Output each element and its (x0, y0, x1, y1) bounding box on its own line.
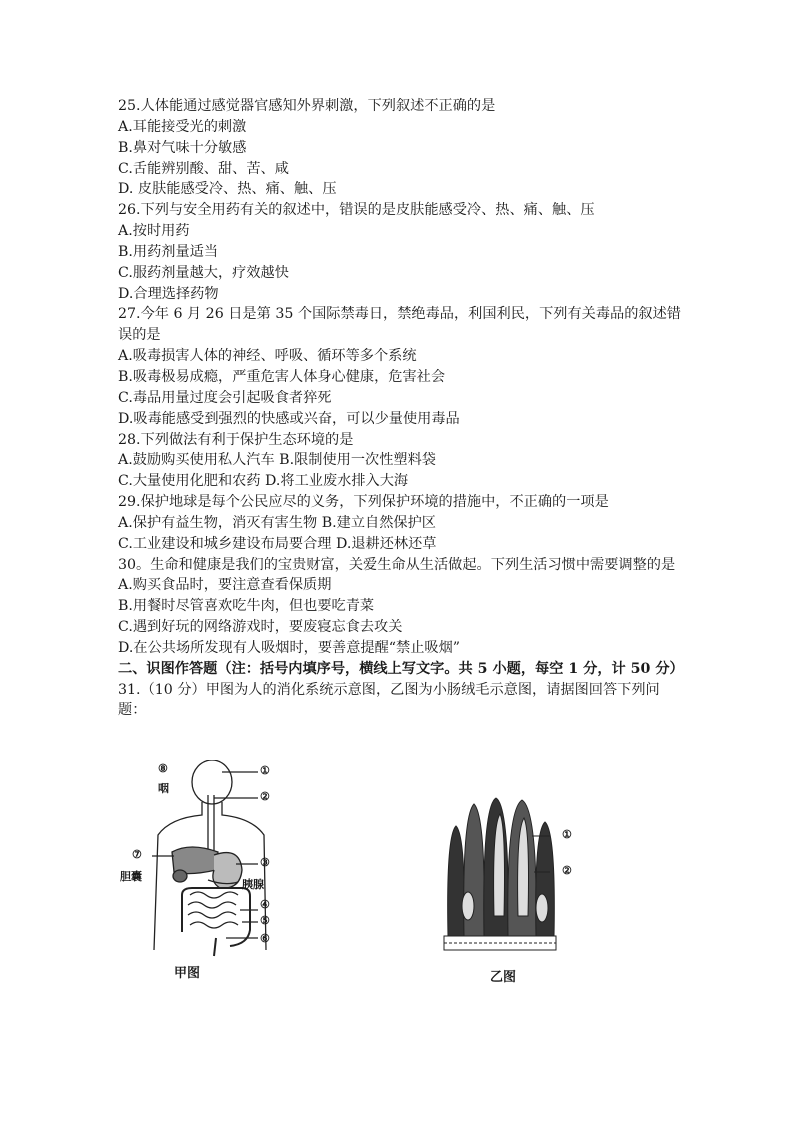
q30-option-b: B.用餐时尽管喜欢吃牛肉，但也要吃青菜 (118, 598, 375, 615)
q25-stem: 25.人体能通过感觉器官感知外界刺激，下列叙述不正确的是 (118, 98, 496, 114)
label-8: ⑧ (158, 762, 168, 775)
q30-option-c: C.遇到好玩的网络游戏时，要废寝忘食去攻关 (118, 619, 403, 636)
q28-stem: 28.下列做法有利于保护生态环境的是 (118, 431, 354, 448)
q28-option-cd: C.大量使用化肥和农药 D.将工业废水排入大海 (118, 473, 409, 490)
q26-stem: 26.下列与安全用药有关的叙述中，错误的是皮肤能感受冷、热、痛、触、压 (118, 202, 595, 219)
q26-option-a: A.按时用药 (118, 223, 190, 240)
label-6: ⑥ (260, 932, 270, 945)
q30-option-d: D.在公共场所发现有人吸烟时，要善意提醒“禁止吸烟” (118, 639, 461, 656)
label-7: ⑦ (132, 848, 142, 861)
figures (0, 760, 794, 1000)
q27-stem: 27.今年 6 月 26 日是第 35 个国际禁毒日，禁绝毒品，利国利民，下列有关毒品的叙述错误的是 (118, 306, 681, 344)
q30-stem: 30。生命和健康是我们的宝贵财富，关爱生命从生活做起。下列生活习惯中需要调整的是 (118, 556, 676, 573)
q29-option-ab: A.保护有益生物，消灭有害生物 B.建立自然保护区 (118, 514, 436, 531)
digestive-system-figure (120, 760, 290, 990)
figure-yi-caption: 乙图 (490, 970, 517, 985)
q25-option-b: B.鼻对气味十分敏感 (118, 139, 247, 156)
label-1: ① (260, 764, 270, 777)
intestinal-villi-diagram (440, 796, 565, 956)
label-4: ④ (260, 898, 270, 911)
q25-option-a: A.耳能接受光的刺激 (118, 118, 247, 135)
question-text (118, 96, 688, 721)
q29-stem: 29.保护地球是每个公民应尽的义务，下列保护环境的措施中，不正确的一项是 (118, 494, 609, 511)
figure-jia-caption: 甲图 (174, 966, 201, 981)
q30-option-a: A.购买食品时，要注意查看保质期 (118, 577, 332, 594)
intestinal-villi-figure (440, 796, 600, 996)
villi-label-2: ② (562, 864, 572, 877)
label-gallbladder: 胆囊 (120, 870, 142, 883)
label-2: ② (260, 790, 270, 803)
label-3: ③ (260, 856, 270, 869)
q31-stem: 31.（10 分）甲图为人的消化系统示意图，乙图为小肠绒毛示意图，请据图回答下列问题： (118, 681, 660, 719)
label-5: ⑤ (260, 914, 270, 927)
q26-option-d: D.合理选择药物 (118, 285, 219, 302)
label-pharynx: 咽 (158, 782, 169, 795)
q25-option-c: C.舌能辨别酸、甜、苦、咸 (118, 160, 289, 177)
q28-option-ab: A.鼓励购买使用私人汽车 B.限制使用一次性塑料袋 (118, 452, 436, 469)
q27-option-d: D.吸毒能感受到强烈的快感或兴奋，可以少量使用毒品 (118, 410, 460, 427)
q27-option-b: B.吸毒极易成瘾，严重危害人体身心健康，危害社会 (118, 368, 446, 385)
q26-option-b: B.用药剂量适当 (118, 243, 219, 260)
q27-option-a: A.吸毒损害人体的神经、呼吸、循环等多个系统 (118, 348, 417, 365)
q29-option-cd: C.工业建设和城乡建设布局要合理 D.退耕还林还草 (118, 535, 437, 552)
q27-option-c: C.毒品用量过度会引起吸食者猝死 (118, 389, 332, 406)
section2-heading: 二、识图作答题（注：括号内填序号，横线上写文字。共 5 小题，每空 1 分，计 50 分） (118, 660, 684, 677)
q26-option-c: C.服药剂量越大，疗效越快 (118, 264, 289, 281)
villi-label-1: ① (562, 828, 572, 841)
q25-option-d: D. 皮肤能感受冷、热、痛、触、压 (118, 181, 337, 198)
label-pancreas: 胰腺 (242, 878, 264, 891)
